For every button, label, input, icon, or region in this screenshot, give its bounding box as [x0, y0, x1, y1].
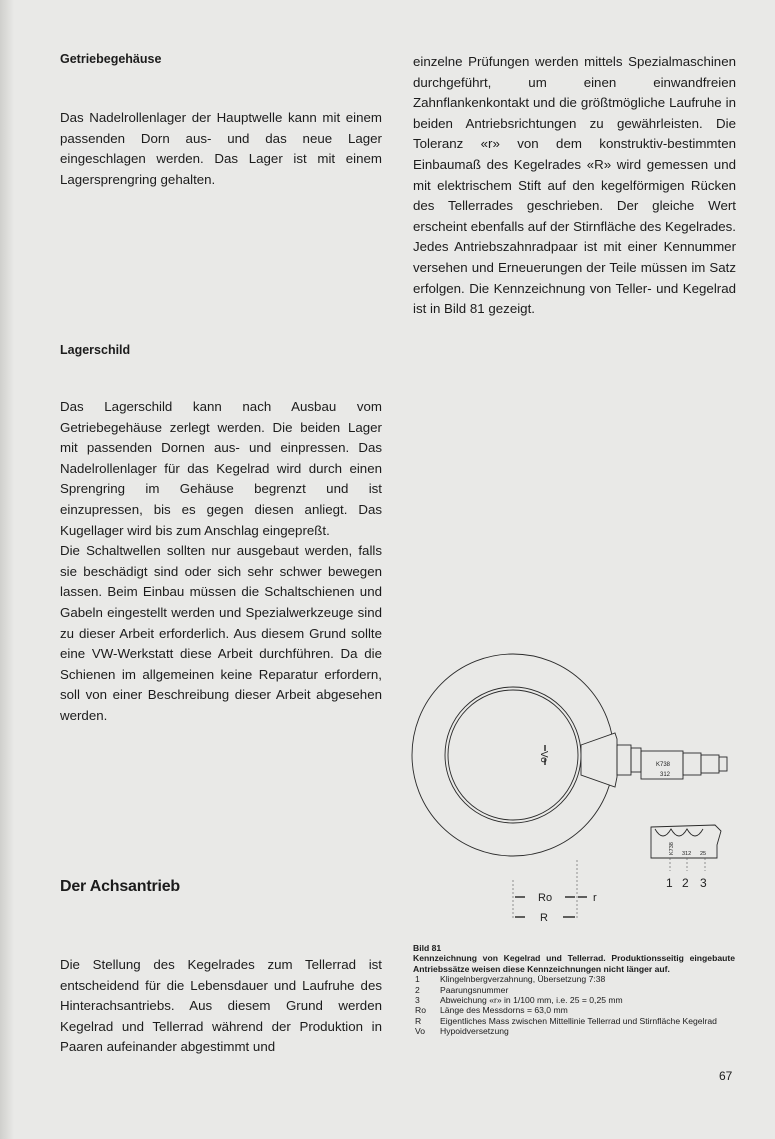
label-r-big: R — [540, 912, 548, 924]
label-2: 2 — [682, 876, 689, 890]
pinion-shaft-end — [701, 755, 719, 773]
caption-number: Bild 81 — [413, 943, 442, 953]
paragraph-achsantrieb: Die Stellung des Kegelrades zum Tellerrad ist entscheidend für die Lebensdauer und Laufruhe des Hinterachsantriebs. Aus diesem Grund werden Kegelrad und Tellerrad während der Produktion in Paaren aufeinander abgestimmt und — [60, 957, 382, 1055]
pinion-collar — [617, 745, 631, 775]
paragraph-lagerschild-1: Das Lagerschild kann nach Ausbau vom Getriebegehäuse zerlegt werden. Die beiden Lager mit passenden Dornen aus- und einpressen. Das Nadelrollenlager für das Kegelrad wird durch einen Sprengring im Gehäuse begrenzt und ist einzupressen, bis es gegen diesen anliegt. Das Kugellager wird bis zum Anschlag eingepreßt. — [60, 399, 382, 538]
paragraph-lagerschild-2: Die Schaltwellen sollten nur ausgebaut werden, falls sie beschädigt sind oder sich sehr schwer bewegen lassen. Beim Einbau müssen die Schaltschienen und Gabeln eingestellt werden und Spezialwerkzeuge sind zu dieser Arbeit erforderlich. Aus diesem Grund sollte eine VW-Werkstatt diese Arbeit durchführen. Da die Schienen im allgemeinen keine Reparatur erfordern, soll von einer Beschreibung dieser Arbeit abgesehen werden. — [60, 543, 382, 723]
label-tooth-pair: 312 — [682, 851, 692, 857]
label-vo: Vo — [538, 751, 549, 763]
legend-key: 1 — [415, 974, 420, 985]
legend-key: 2 — [415, 984, 420, 995]
legend-text: Abweichung «r» in 1/100 mm, i.e. 25 = 0,25 mm — [440, 995, 623, 1006]
figure-gear-marking — [405, 645, 750, 930]
legend-text: Hypoidversetzung — [440, 1026, 509, 1037]
legend-item — [413, 1016, 735, 1026]
heading-lagerschild: Lagerschild — [60, 343, 131, 357]
label-tooth-code: K738 — [669, 842, 675, 855]
tooth-profile — [655, 829, 703, 836]
legend-key: 3 — [415, 995, 420, 1006]
legend-item — [413, 974, 735, 984]
legend-item — [413, 1026, 735, 1036]
figure-caption — [413, 943, 735, 1037]
page-binding-shadow — [0, 0, 14, 1139]
heading-getriebegehaeuse: Getriebegehäuse — [60, 52, 162, 66]
label-tooth-dev: 25 — [700, 851, 707, 857]
legend-item — [413, 1005, 735, 1015]
paragraph-getriebegehaeuse: Das Nadelrollenlager der Hauptwelle kann mit einem passenden Dorn aus- und das neue Lager eingeschlagen werden. Das Lager ist mit einem Lagersprengring gehalten. — [60, 110, 382, 187]
legend-text: Paarungsnummer — [440, 984, 509, 995]
legend-key: R — [415, 1015, 422, 1026]
label-r-small: r — [593, 892, 597, 904]
pinion-shaft-tip — [719, 757, 727, 771]
label-3: 3 — [700, 876, 707, 890]
ring-gear-inner — [445, 687, 581, 823]
legend-key: Ro — [415, 1005, 426, 1016]
legend-item — [413, 985, 735, 995]
paragraph-right-column: einzelne Prüfungen werden mittels Spezialmaschinen durchgeführt, um einen einwandfreien Zahnflankenkontakt und die größtmögliche Laufruhe in beiden Antriebsrichtungen zu gewährleisten. Die Toleranz «r» von dem konstruktiv-bestimmten Einbaumaß des Kegelrades «R» wird gemessen und mit elektrischem Stift auf den kegelförmigen Rücken des Tellerrades geschrieben. Der gleiche Wert erscheint ebenfalls auf der Stirnfläche des Kegelrades. Jedes Antriebszahnradpaar ist mit einer Kennummer versehen und Erneuerungen der Teile müssen im Satz erfolgen. Die Kennzeichnung von Teller- und Kegelrad ist in Bild 81 gezeigt. — [413, 54, 736, 317]
ring-gear-inner-edge — [448, 690, 578, 820]
legend-text: Eigentliches Mass zwischen Mittellinie Tellerrad und Stirnfläche Kegelrad — [440, 1015, 717, 1026]
legend-item — [413, 995, 735, 1005]
pinion-spline — [631, 748, 641, 772]
pinion-head — [581, 733, 617, 787]
heading-achsantrieb: Der Achsantrieb — [60, 878, 181, 895]
label-ro: Ro — [538, 892, 553, 904]
pinion-shaft-step — [683, 753, 701, 775]
caption-title: Kennzeichnung von Kegelrad und Tellerrad. Produktionsseitig eingebaute Antriebssätze weisen diese Kennzeichnungen nicht länger auf. — [413, 953, 735, 974]
label-shaft-pair: 312 — [660, 772, 671, 778]
label-1: 1 — [666, 876, 673, 890]
legend-text: Länge des Messdorns = 63,0 mm — [440, 1005, 568, 1016]
label-shaft-code: K738 — [656, 762, 671, 768]
legend-key: Vo — [415, 1026, 426, 1037]
legend-text: Klingelnbergverzahnung, Übersetzung 7:38 — [440, 974, 606, 985]
page-number: 67 — [719, 1069, 733, 1083]
lagerschild-body — [60, 397, 382, 727]
